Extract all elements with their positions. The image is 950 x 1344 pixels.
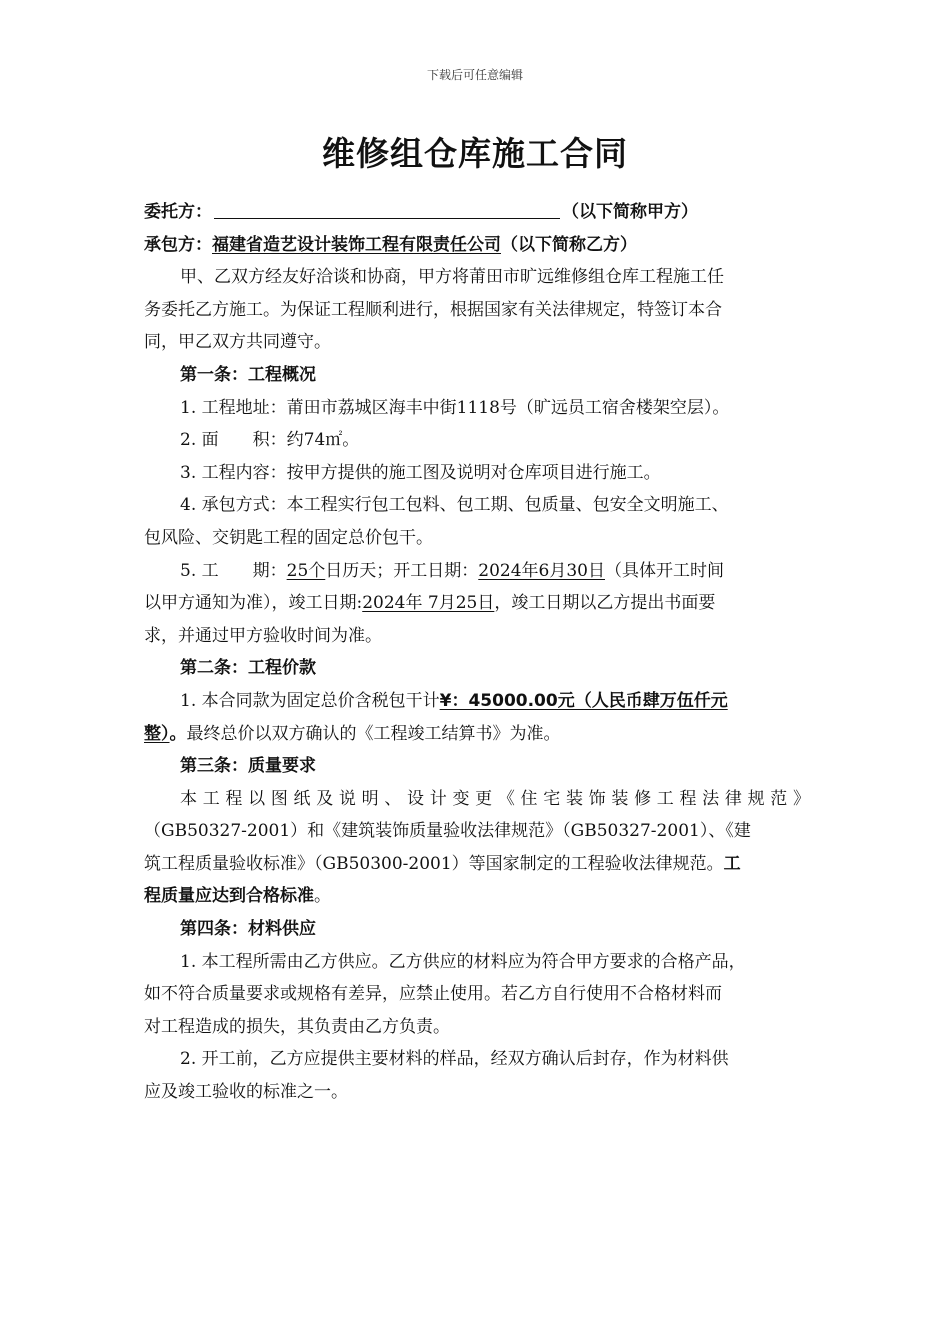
start-date-label: 日历天；开工日期： — [325, 560, 479, 581]
article-1-item-2: 2. 面 积：约74㎡。 — [180, 430, 360, 451]
contractor-suffix: （以下简称乙方） — [501, 234, 637, 255]
article-1-heading: 第一条：工程概况 — [180, 364, 316, 385]
document-title: 维修组仓库施工合同 — [322, 134, 628, 173]
period-days: 25个 — [286, 560, 326, 581]
standards-text: 筑工程质量验收标准》（GB50300-2001）等国家制定的工程验收法律规范。 — [144, 853, 724, 874]
start-date: 2024年6月30日 — [478, 560, 605, 581]
start-date-note: （具体开工时间 — [604, 560, 724, 581]
contractor-line — [144, 229, 810, 262]
settlement-note: 最终总价以双方确认的《工程竣工结算书》为准。 — [186, 723, 561, 744]
client-label: 委托方： — [144, 202, 212, 222]
article-2-heading: 第二条：工程价款 — [180, 658, 316, 679]
client-line — [144, 196, 810, 229]
intro-line-3: 同，甲乙双方共同遵守。 — [144, 332, 331, 353]
quality-standard-end: 。 — [314, 886, 331, 907]
article-1-item-1: 1. 工程地址：莆田市荔城区海丰中街1118号（旷远员工宿舍楼架空层）。 — [180, 397, 730, 418]
intro-line-1: 甲、乙双方经友好洽谈和协商，甲方将莆田市旷远维修组仓库工程施工任 — [180, 267, 724, 288]
article-3-heading: 第三条：质量要求 — [180, 756, 316, 777]
period-label: 5. 工 期： — [180, 560, 287, 581]
header-note: 下载后可任意编辑 — [426, 68, 523, 82]
article-1-item-3: 3. 工程内容：按甲方提供的施工图及说明对仓库项目进行施工。 — [180, 462, 661, 483]
client-name-blank — [214, 200, 560, 219]
article-4-item-2-line-2: 应及竣工验收的标准之一。 — [144, 1082, 348, 1103]
client-suffix: （以下简称甲方） — [562, 202, 698, 222]
article-4-item-1-line-1: 1. 本工程所需由乙方供应。乙方供应的材料应为符合甲方要求的合格产品， — [180, 951, 746, 972]
article-4-heading: 第四条：材料供应 — [180, 919, 316, 940]
article-4-item-2-line-1: 2. 开工前，乙方应提供主要材料的样品，经双方确认后封存，作为材料供 — [180, 1049, 729, 1070]
contractor-label: 承包方： — [144, 234, 212, 255]
article-1-item-5-line-3: 求，并通过甲方验收时间为准。 — [144, 625, 382, 646]
article-1-item-5-line-1 — [144, 555, 810, 588]
article-4-item-1-line-2: 如不符合质量要求或规格有差异，应禁止使用。若乙方自行使用不合格材料而 — [144, 984, 722, 1005]
quality-standard: 程质量应达到合格标准 — [144, 886, 314, 907]
article-4-item-1-line-3: 对工程造成的损失，其负责由乙方负责。 — [144, 1016, 450, 1037]
article-2-item-1-line-2 — [144, 718, 810, 751]
article-1-item-5-line-2 — [144, 587, 810, 620]
contract-amount: ¥：45000.00元（人民币肆万伍仟元 — [439, 690, 728, 711]
quality-standard-start: 工 — [723, 853, 741, 874]
article-3-line-4 — [144, 880, 810, 913]
article-3-line-3 — [144, 848, 810, 881]
contract-body — [144, 196, 810, 1109]
article-3-line-1: 本工程以图纸及说明、设计变更《住宅装饰装修工程法律规范》 — [180, 788, 810, 809]
article-1-item-4-line-2: 包风险、交钥匙工程的固定总价包干。 — [144, 527, 433, 548]
article-2-item-1-line-1 — [144, 685, 810, 718]
article-3-line-2: （GB50327-2001）和《建筑装饰质量验收法律规范》（GB50327-2001）、《建 — [144, 821, 751, 842]
contractor-name: 福建省造艺设计装饰工程有限责任公司 — [212, 234, 501, 255]
article-1-item-4-line-1: 4. 承包方式：本工程实行包工包料、包工期、包质量、包安全文明施工、 — [180, 495, 729, 516]
amount-period: 。 — [169, 723, 187, 744]
end-date-note: ，竣工日期以乙方提出书面要 — [494, 593, 716, 614]
end-date: 2024年 7月25日 — [362, 593, 495, 614]
contract-amount-cont: 整） — [144, 723, 170, 744]
intro-line-2: 务委托乙方施工。为保证工程顺利进行，根据国家有关法律规定，特签订本合 — [144, 299, 722, 320]
price-label: 1. 本合同款为固定总价含税包干计 — [180, 690, 440, 711]
end-date-label: 以甲方通知为准），竣工日期: — [144, 593, 363, 614]
